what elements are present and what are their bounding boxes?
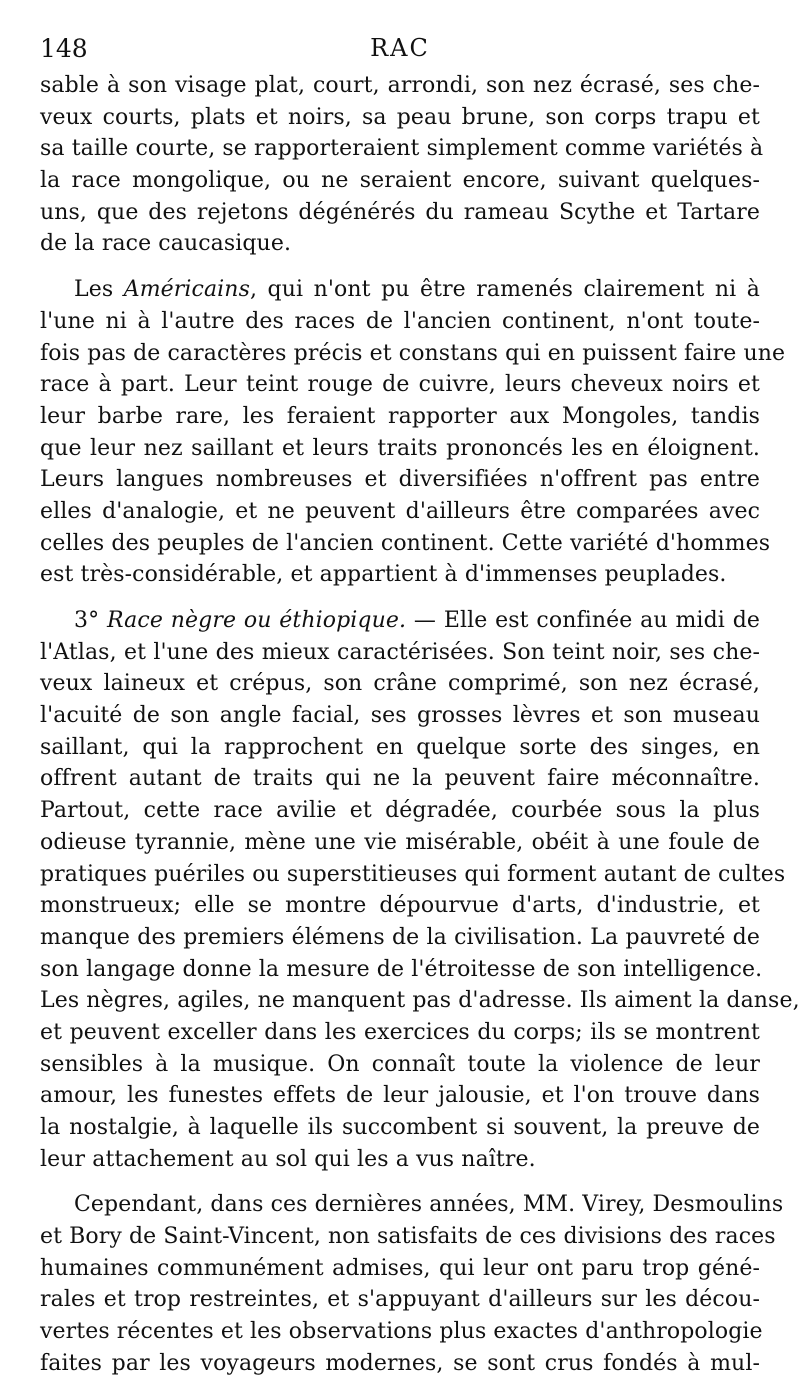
page-number: 148 bbox=[40, 34, 88, 63]
paragraph-gap bbox=[40, 591, 760, 605]
text-line: veux laineux et crépus, son crâne comprimé, son nez écrasé, bbox=[40, 671, 760, 697]
running-head bbox=[40, 30, 760, 70]
text-body bbox=[40, 70, 800, 1380]
text-line: et Bory de Saint-Vincent, non satisfaits de ces divisions des races bbox=[40, 1224, 776, 1250]
paragraph bbox=[40, 1189, 784, 1379]
text-line: la race mongolique, ou ne seraient encore, suivant quelques- bbox=[40, 168, 760, 194]
paragraph bbox=[40, 70, 764, 260]
text-line: sensibles à la musique. On connaît toute la violence de leur bbox=[40, 1051, 760, 1077]
text-line: vertes récentes et les observations plus exactes d'anthropologie bbox=[40, 1319, 763, 1345]
text-line: Cependant, dans ces dernières années, MM. Virey, Desmoulins bbox=[74, 1192, 784, 1218]
paragraph bbox=[40, 605, 800, 1175]
text-line: manque des premiers élémens de la civilisation. La pauvreté de bbox=[40, 924, 760, 950]
text-line: est très-considérable, et appartient à d'immenses peuplades. bbox=[40, 562, 727, 588]
text-line: 3° Race nègre ou éthiopique. — Elle est confinée au midi de bbox=[74, 608, 760, 633]
italic-term: Américains bbox=[123, 277, 250, 303]
text-line: sable à son visage plat, court, arrondi, son nez écrasé, ses che- bbox=[40, 73, 760, 98]
running-title: RAC bbox=[370, 34, 430, 62]
text-line: veux courts, plats et noirs, sa peau brune, son corps trapu et bbox=[40, 104, 760, 130]
text-line: sa taille courte, se rapporteraient simplement comme variétés à bbox=[40, 136, 764, 162]
text-line: amour, les funestes effets de leur jalousie, et l'on trouve dans bbox=[40, 1083, 760, 1109]
paragraph bbox=[40, 274, 786, 591]
text-line: uns, que des rejetons dégénérés du rameau Scythe et Tartare bbox=[40, 199, 760, 225]
text-line: saillant, qui la rapprochent en quelque sorte des singes, en bbox=[40, 734, 760, 760]
text-line: Leurs langues nombreuses et diversifiées n'offrent pas entre bbox=[40, 467, 760, 493]
text-line: de la race caucasique. bbox=[40, 231, 292, 257]
text-line: leur barbe rare, les feraient rapporter aux Mongoles, tandis bbox=[40, 403, 760, 429]
text-line: l'acuité de son angle facial, ses grosses lèvres et son museau bbox=[40, 703, 760, 729]
text-line: Les Américains, qui n'ont pu être ramenés clairement ni à bbox=[74, 277, 760, 303]
book-page bbox=[40, 30, 800, 1380]
italic-term: Race nègre ou éthiopique. bbox=[107, 608, 407, 633]
text-line: Partout, cette race avilie et dégradée, courbée sous la plus bbox=[40, 798, 760, 824]
paragraph-gap bbox=[40, 1175, 760, 1189]
text-line: son langage donne la mesure de l'étroitesse de son intelligence. bbox=[40, 956, 763, 982]
text-line: leur attachement au sol qui les a vus naître. bbox=[40, 1146, 536, 1172]
text-line: Les nègres, agiles, ne manquent pas d'adresse. Ils aiment la danse, bbox=[40, 988, 800, 1014]
text-line: l'une ni à l'autre des races de l'ancien continent, n'ont toute- bbox=[40, 308, 760, 334]
text-line: la nostalgie, à laquelle ils succombent si souvent, la preuve de bbox=[40, 1115, 760, 1140]
text-line: offrent autant de traits qui ne la peuvent faire méconnaître. bbox=[40, 766, 760, 792]
text-line: que leur nez saillant et leurs traits prononcés les en éloignent. bbox=[40, 435, 760, 461]
text-line: l'Atlas, et l'une des mieux caractérisées. Son teint noir, ses che- bbox=[40, 639, 760, 665]
text-line: race à part. Leur teint rouge de cuivre, leurs cheveux noirs et bbox=[40, 372, 760, 398]
text-line: elles d'analogie, et ne peuvent d'ailleurs être comparées avec bbox=[40, 498, 760, 524]
text-line: fois pas de caractères précis et constans qui en puissent faire une bbox=[40, 340, 786, 366]
text-line: rales et trop restreintes, et s'appuyant d'ailleurs sur les décou- bbox=[40, 1287, 760, 1313]
text-line: faites par les voyageurs modernes, se sont crus fondés à mul- bbox=[40, 1350, 760, 1376]
text-line: humaines communément admises, qui leur ont paru trop géné- bbox=[40, 1255, 760, 1281]
text-line: pratiques puériles ou superstitieuses qui forment autant de cultes bbox=[40, 861, 786, 887]
text-line: odieuse tyrannie, mène une vie misérable, obéit à une foule de bbox=[40, 829, 760, 855]
text-line: celles des peuples de l'ancien continent. Cette variété d'hommes bbox=[40, 530, 771, 556]
paragraph-gap bbox=[40, 260, 760, 274]
text-line: monstrueux; elle se montre dépourvue d'arts, d'industrie, et bbox=[40, 893, 760, 919]
text-line: et peuvent exceller dans les exercices du corps; ils se montrent bbox=[40, 1019, 760, 1045]
